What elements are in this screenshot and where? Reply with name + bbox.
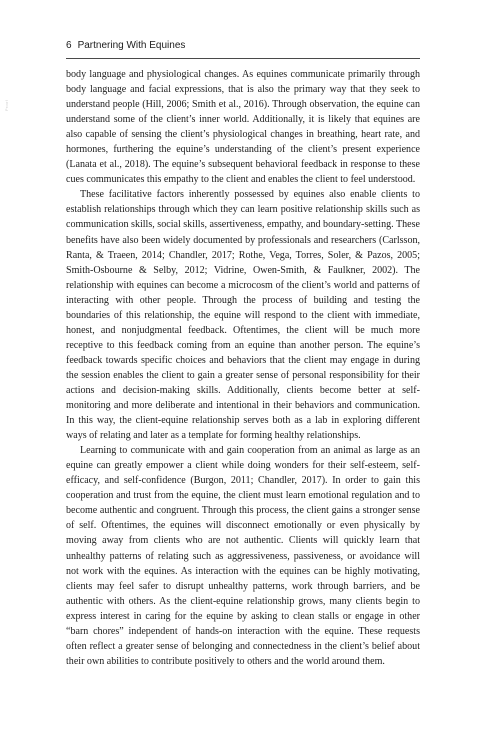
paragraph-continued: body language and physiological changes. As equines communicate primarily through body language and facial expressions, that is also the primary way that they seek to understand people (Hill, 2006; Smith et al., 2016). Through observation, the equine can understand some of the client’s inner world. Additionally, it is likely that equines are also capable of sensing the client’s physiological changes in breathing, heart rate, and hormones, furthering the equine’s understanding of the client’s present experience (Lanata et al., 2018). The equine’s subsequent behavioral feedback in response to these cues communicates this empathy to the client and enables the client to feel understood. [66, 69, 420, 186]
page-number: 6 [66, 40, 72, 51]
margin-watermark: Proof [4, 100, 9, 112]
paragraph: Learning to communicate with and gain cooperation from an animal as large as an equine can greatly empower a client while doing wonders for their self-esteem, self-efficacy, and self-confidence (Burgon, 2011; Chandler, 2017). In order to gain this cooperation and trust from the equine, the client must learn emotional regulation and to become authentic and congruent. Through this process, the client gains a stronger sense of self. Oftentimes, the equines will disconnect emotionally or even physically by moving away from clients who are not authentic. Clients will quickly learn that unhealthy patterns of relating such as aggressiveness, passiveness, or avoidance will not work with the equines. As interaction with the equines can be highly motivating, clients may feel safer to disrupt unhealthy patterns, work through barriers, and be authentic with others. As the client-equine relationship grows, many clients begin to express interest in caring for the equine by asking to clean stalls or engage in other “barn chores” independent of hands-on interaction with the equine. These requests often reflect a greater sense of belonging and connectedness in the client’s belief about their own abilities to contribute positively to others and the world around them. [66, 445, 420, 667]
running-title: Partnering With Equines [77, 40, 186, 51]
header-rule [66, 58, 420, 59]
book-page [66, 40, 420, 669]
body-text [66, 67, 420, 669]
running-head [66, 40, 420, 56]
paragraph: These facilitative factors inherently possessed by equines also enable clients to establish relationships through which they can learn positive relationship skills such as communication skills, social skills, assertiveness, empathy, and boundary-setting. These benefits have also been widely documented by professionals and researchers (Carlsson, Ranta, & Traeen, 2014; Chandler, 2017; Rothe, Vega, Torres, Soler, & Pazos, 2005; Smith-Osbourne & Selby, 2012; Vidrine, Owen-Smith, & Faulkner, 2002). The relationship with equines can become a microcosm of the client’s world and patterns of interacting with other people. Through the process of building and testing the boundaries of this relationship, the equine will respond to the client with immediate, honest, and nonjudgmental feedback. Oftentimes, the client will be much more receptive to this feedback coming from an equine than another person. The equine’s feedback towards specific choices and behaviors that the client may engage in during the session enables the client to gain a greater sense of personal responsibility for their actions and decision-making skills. Additionally, clients become better at self-monitoring and more deliberate and intentional in their behaviors and communication. In this way, the client-equine relationship serves both as a lab in exploring different ways of relating and later as a template for forming healthy relationships. [66, 189, 420, 442]
